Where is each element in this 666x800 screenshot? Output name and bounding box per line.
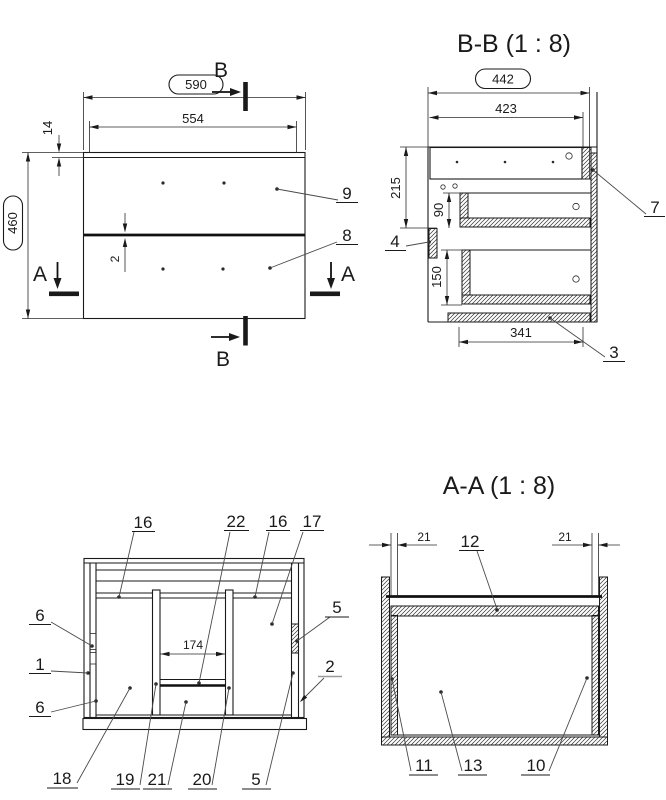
section-a-right-letter: A bbox=[340, 263, 356, 286]
dim-215-text: 215 bbox=[388, 177, 403, 199]
svg-text:22: 22 bbox=[226, 512, 246, 531]
svg-text:10: 10 bbox=[526, 756, 546, 775]
dim-14-text: 14 bbox=[40, 120, 55, 136]
dim-442-text: 442 bbox=[492, 71, 514, 87]
svg-text:8: 8 bbox=[342, 226, 352, 245]
carcass-slide-piece bbox=[292, 624, 299, 653]
label-10 bbox=[521, 676, 589, 775]
dim-554-text: 554 bbox=[182, 111, 204, 126]
dim-460-text: 460 bbox=[5, 212, 20, 234]
aa-drawer-front bbox=[391, 606, 599, 616]
section-aa-view bbox=[369, 472, 620, 775]
dim-423 bbox=[430, 101, 584, 148]
dim-423-text: 423 bbox=[495, 101, 517, 116]
carcass-view bbox=[29, 512, 349, 789]
carcass-bottom-panel bbox=[83, 719, 307, 730]
section-marker-a-right bbox=[310, 262, 355, 296]
dim-150-text: 150 bbox=[429, 266, 444, 288]
dim-21-left-text: 21 bbox=[417, 530, 431, 544]
label-13 bbox=[439, 690, 487, 775]
section-marker-b-bottom bbox=[211, 316, 248, 371]
bb-upper-drawer bbox=[460, 193, 591, 227]
dim-21-right bbox=[552, 530, 620, 547]
svg-text:5: 5 bbox=[251, 770, 261, 789]
dim-341-text: 341 bbox=[510, 325, 532, 340]
label-3 bbox=[548, 316, 625, 362]
svg-text:21: 21 bbox=[147, 770, 167, 789]
label-1 bbox=[29, 655, 90, 675]
dim-21-right-text: 21 bbox=[558, 530, 572, 544]
svg-text:3: 3 bbox=[609, 343, 619, 362]
dim-21-left bbox=[369, 530, 437, 547]
section-marker-a-left bbox=[33, 262, 79, 296]
section-b-bottom-letter: B bbox=[215, 348, 231, 371]
bb-top-rail bbox=[430, 148, 582, 180]
svg-text:1: 1 bbox=[35, 655, 45, 674]
aa-back-panel bbox=[382, 737, 608, 745]
svg-text:20: 20 bbox=[192, 770, 212, 789]
section-aa-title: A-A (1 : 8) bbox=[442, 472, 556, 500]
svg-text:5: 5 bbox=[332, 598, 342, 617]
svg-text:6: 6 bbox=[35, 606, 45, 625]
label-2 bbox=[300, 657, 342, 702]
carcass-divider-right bbox=[226, 590, 234, 715]
front-view bbox=[4, 59, 359, 371]
dim-90 bbox=[431, 193, 460, 228]
svg-text:2: 2 bbox=[325, 657, 335, 676]
svg-text:11: 11 bbox=[415, 756, 433, 775]
bb-bottom-panel bbox=[448, 313, 590, 322]
svg-text:6: 6 bbox=[35, 698, 45, 717]
aa-side-panel-right bbox=[600, 577, 608, 737]
svg-text:13: 13 bbox=[463, 756, 483, 775]
section-a-left-letter: A bbox=[32, 263, 48, 286]
svg-text:7: 7 bbox=[650, 198, 660, 217]
aa-drawer-side-left bbox=[391, 616, 398, 736]
dim-174-text: 174 bbox=[182, 638, 204, 652]
label-12 bbox=[459, 532, 499, 612]
section-bb-title: B-B (1 : 8) bbox=[457, 30, 571, 58]
aa-drawer-side-right bbox=[592, 616, 599, 736]
svg-text:18: 18 bbox=[52, 769, 72, 788]
dim-554 bbox=[90, 111, 297, 153]
bb-back-top-piece bbox=[582, 148, 591, 180]
label-7 bbox=[591, 168, 665, 217]
aa-side-panel-left bbox=[382, 577, 390, 737]
bb-side-panel bbox=[591, 153, 597, 322]
svg-text:17: 17 bbox=[302, 512, 322, 531]
section-bb-view bbox=[385, 30, 665, 362]
svg-text:4: 4 bbox=[390, 232, 400, 251]
svg-text:12: 12 bbox=[460, 532, 480, 551]
section-b-top-letter: B bbox=[213, 59, 229, 82]
bb-lower-drawer bbox=[462, 250, 591, 304]
label-4 bbox=[385, 232, 431, 251]
svg-text:16: 16 bbox=[133, 513, 153, 532]
dim-2-text: 2 bbox=[108, 255, 122, 263]
svg-text:16: 16 bbox=[268, 512, 288, 531]
svg-text:9: 9 bbox=[342, 184, 352, 203]
dim-90-text: 90 bbox=[431, 202, 446, 218]
dim-14 bbox=[40, 121, 84, 176]
svg-text:19: 19 bbox=[115, 770, 135, 789]
dim-590-text: 590 bbox=[185, 77, 207, 92]
